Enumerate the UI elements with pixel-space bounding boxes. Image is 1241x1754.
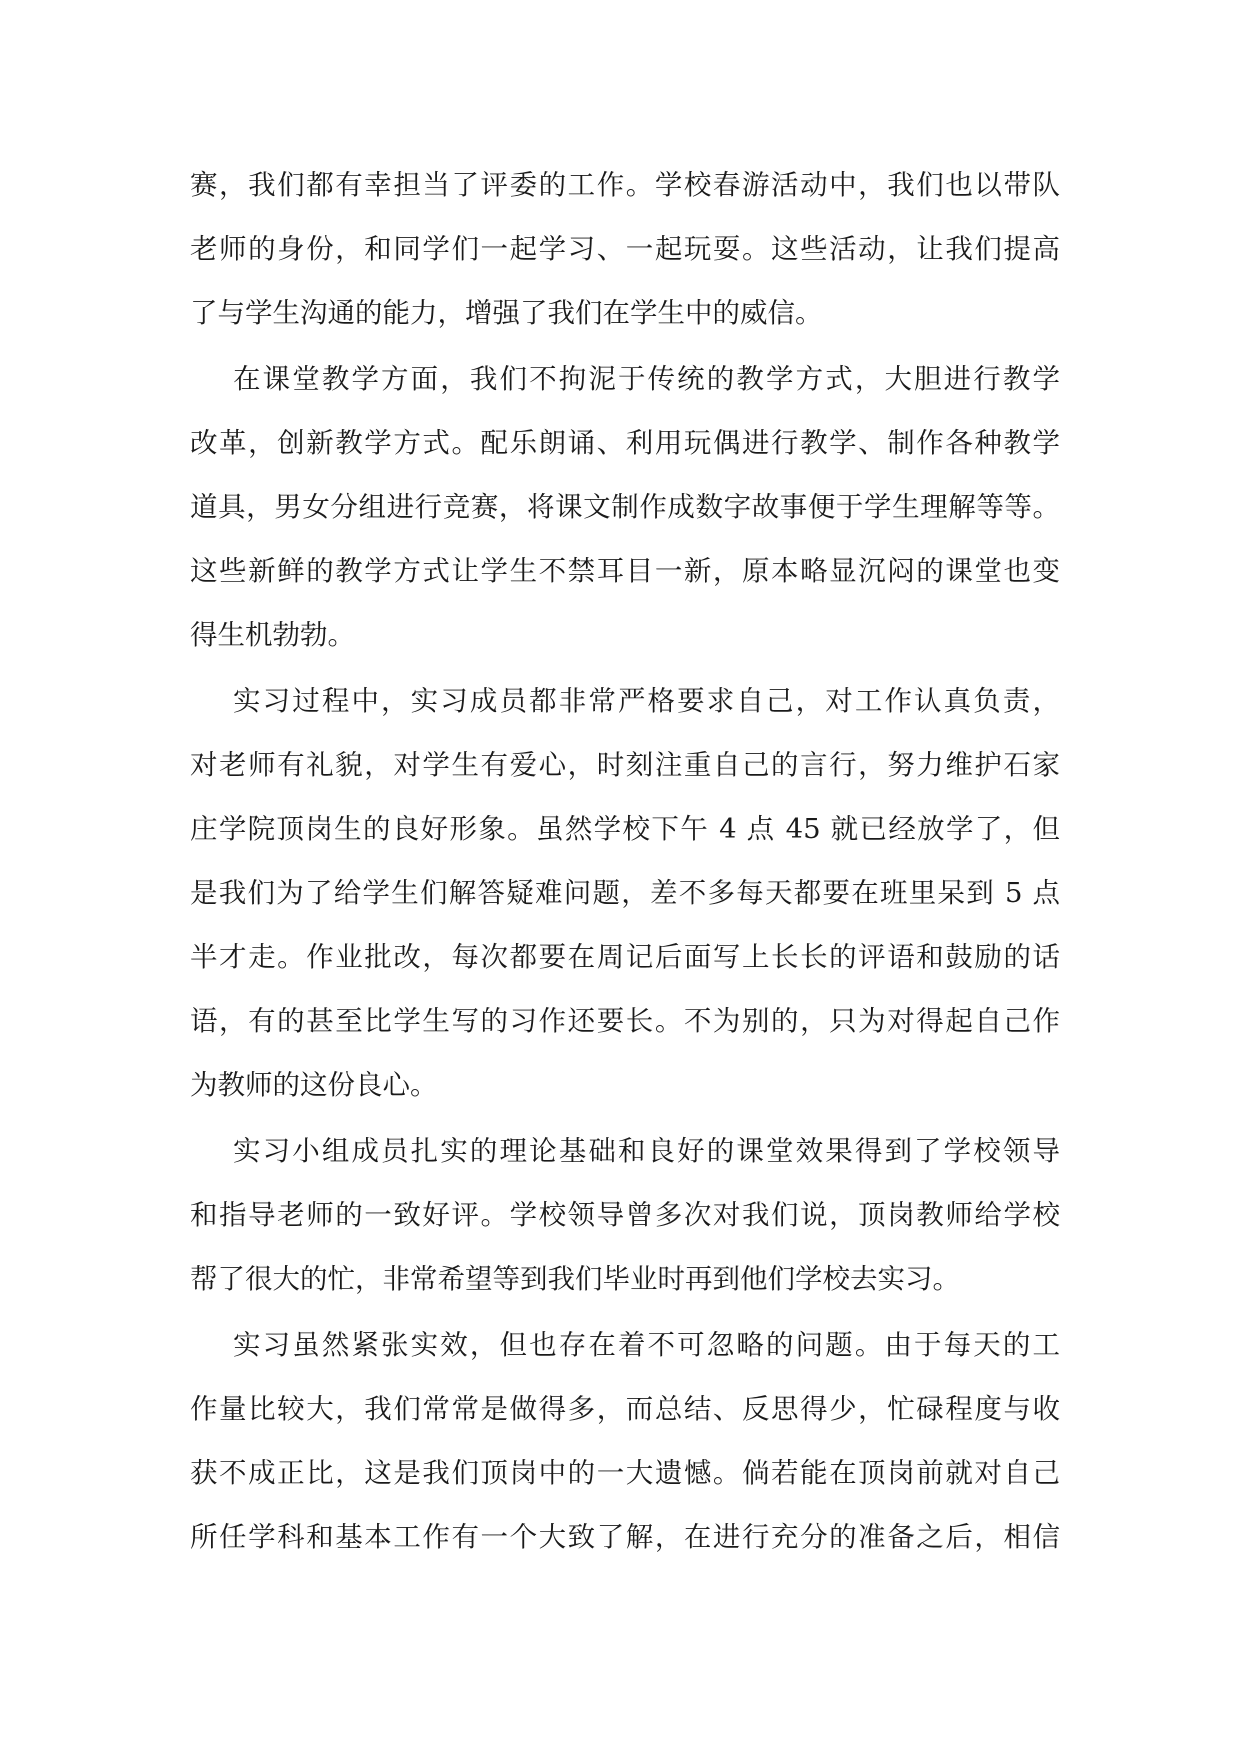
text-line: 了与学生沟通的能力，增强了我们在学生中的威信。	[190, 297, 823, 329]
text-line: 得生机勃勃。	[190, 619, 355, 651]
text-line: 在课堂教学方面，我们不拘泥于传统的教学方式，大胆进行教学	[233, 363, 1060, 395]
text-line: 获不成正比，这是我们顶岗中的一大遗憾。倘若能在顶岗前就对自己	[190, 1457, 1060, 1489]
text-line: 作量比较大，我们常常是做得多，而总结、反思得少，忙碌程度与收	[190, 1393, 1060, 1425]
text-line: 对老师有礼貌，对学生有爱心，时刻注重自己的言行，努力维护石家	[190, 749, 1060, 781]
text-line: 实习虽然紧张实效，但也存在着不可忽略的问题。由于每天的工	[233, 1329, 1060, 1361]
text-line: 帮了很大的忙，非常希望等到我们毕业时再到他们学校去实习。	[190, 1263, 960, 1295]
text-line: 这些新鲜的教学方式让学生不禁耳目一新，原本略显沉闷的课堂也变	[190, 555, 1060, 587]
text-line: 半才走。作业批改，每次都要在周记后面写上长长的评语和鼓励的话	[190, 941, 1060, 973]
text-line: 改革，创新教学方式。配乐朗诵、利用玩偶进行教学、制作各种教学	[190, 427, 1060, 459]
text-line: 实习小组成员扎实的理论基础和良好的课堂效果得到了学校领导	[233, 1135, 1060, 1167]
text-line: 为教师的这份良心。	[190, 1069, 438, 1101]
text-line: 和指导老师的一致好评。学校领导曾多次对我们说，顶岗教师给学校	[190, 1199, 1060, 1231]
text-line: 语，有的甚至比学生写的习作还要长。不为别的，只为对得起自己作	[190, 1005, 1060, 1037]
text-line: 道具，男女分组进行竞赛，将课文制作成数字故事便于学生理解等等。	[190, 491, 1060, 523]
text-line: 所任学科和基本工作有一个大致了解，在进行充分的准备之后，相信	[190, 1521, 1060, 1553]
text-line: 赛，我们都有幸担当了评委的工作。学校春游活动中，我们也以带队	[190, 169, 1060, 201]
text-line: 老师的身份，和同学们一起学习、一起玩耍。这些活动，让我们提高	[190, 233, 1060, 265]
text-line: 实习过程中，实习成员都非常严格要求自己，对工作认真负责，	[233, 685, 1060, 717]
text-line: 是我们为了给学生们解答疑难问题，差不多每天都要在班里呆到 5 点	[190, 877, 1060, 909]
text-line: 庄学院顶岗生的良好形象。虽然学校下午 4 点 45 就已经放学了，但	[190, 813, 1060, 845]
